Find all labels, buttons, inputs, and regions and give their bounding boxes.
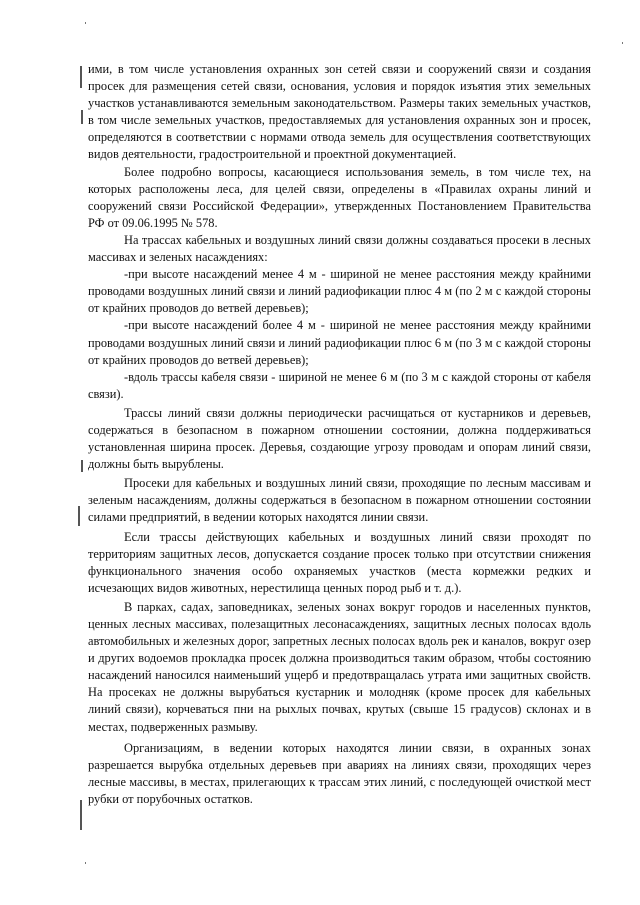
list-item: -при высоте насаждений более 4 м - шириной не менее расстояния между крайними проводами воздушных линий связи и линий радиофикации плюс 6 м (по 3 м с каждой стороны от крайних проводов до ветвей деревьев); — [88, 318, 591, 367]
paragraph: На трассах кабельных и воздушных линий связи должны создаваться просеки в лесных массивах и зеленых насаждениях: — [88, 232, 591, 265]
paragraph: Организациям, в ведении которых находятся линии связи, в охранных зонах разрешается вырубка отдельных деревьев при авариях на линиях связи, проходящих через лесные массивы, в местах, прилегающих к трассам этих линий, с последующей очисткой мест рубки от порубочных остатков. — [88, 740, 591, 806]
scan-speck — [85, 22, 86, 24]
scan-mark — [80, 800, 82, 830]
scan-mark — [78, 506, 80, 526]
paragraph: ими, в том числе установления охранных зон сетей связи и сооружений связи и создания просек для размещения сетей связи, основания, условия и порядок изъятия этих земельных участков устанавливаются земельным законодательством. Размеры таких земельных участков, в том числе земельных участков, предоставляемых для установления охранных зон и просек, определяются в соответствии с нормами отвода земель для осуществления соответствующих видов деятельности, градостроительной и проектной документацией. — [88, 62, 591, 162]
document-page — [88, 61, 591, 808]
paragraph: В парках, садах, заповедниках, зеленых зонах вокруг городов и населенных пунктов, ценных лесных массивах, полезащитных лесонасаждениях, защитных лесных полосах вдоль автомобильных и железных дорог, запретных лесных полосах вдоль рек и каналов, вокруг озер и других водоемов прокладка просек должна производиться таким образом, чтобы состоянию насаждений наносился наименьший ущерб и предотвращалась утрата ими защитных свойств. На просеках не должны вырубаться кустарник и молодняк (кроме просек для кабельных линий связи), корчеваться пни на рыхлых почвах, крутых (свыше 15 градусов) склонах и в местах, подверженных размыву. — [88, 599, 591, 734]
scan-mark — [81, 110, 83, 124]
scan-speck — [622, 42, 623, 44]
scan-mark — [80, 66, 82, 88]
list-item: -при высоте насаждений менее 4 м - шириной не менее расстояния между крайними проводами воздушных линий связи и линий радиофикации плюс 4 м (по 2 м с каждой стороны от крайних проводов до ветвей деревьев); — [88, 267, 591, 316]
list-item: -вдоль трассы кабеля связи - шириной не менее 6 м (по 3 м с каждой стороны от кабеля связи). — [88, 369, 591, 401]
paragraph: Если трассы действующих кабельных и воздушных линий связи проходят по территориям защитных лесов, допускается создание просек только при отсутствии снижения функционального значения особо охраняемых участков (места кормежки редких и исчезающих видов животных, нерестилища ценных пород рыб и т. д.). — [88, 529, 591, 595]
paragraph: Просеки для кабельных и воздушных линий связи, проходящие по лесным массивам и зеленым насаждениям, должны содержаться в безопасном в пожарном отношении состоянии силами предприятий, в ведении которых находятся линии связи. — [88, 476, 591, 525]
paragraph: Более подробно вопросы, касающиеся использования земель, в том числе тех, на которых расположены леса, для целей связи, определены в «Правилах охраны линий и сооружений связи Российской Федерации», утвержденных Постановлением Правительства РФ от 09.06.1995 № 578. — [88, 164, 591, 230]
scan-speck — [85, 862, 86, 864]
scan-mark — [81, 460, 83, 472]
paragraph: Трассы линий связи должны периодически расчищаться от кустарников и деревьев, содержаться в безопасном в пожарном отношении состоянии, должна поддерживаться установленная ширина просек. Деревья, создающие угрозу проводам и опорам линий связи, должны быть вырублены. — [88, 405, 591, 472]
